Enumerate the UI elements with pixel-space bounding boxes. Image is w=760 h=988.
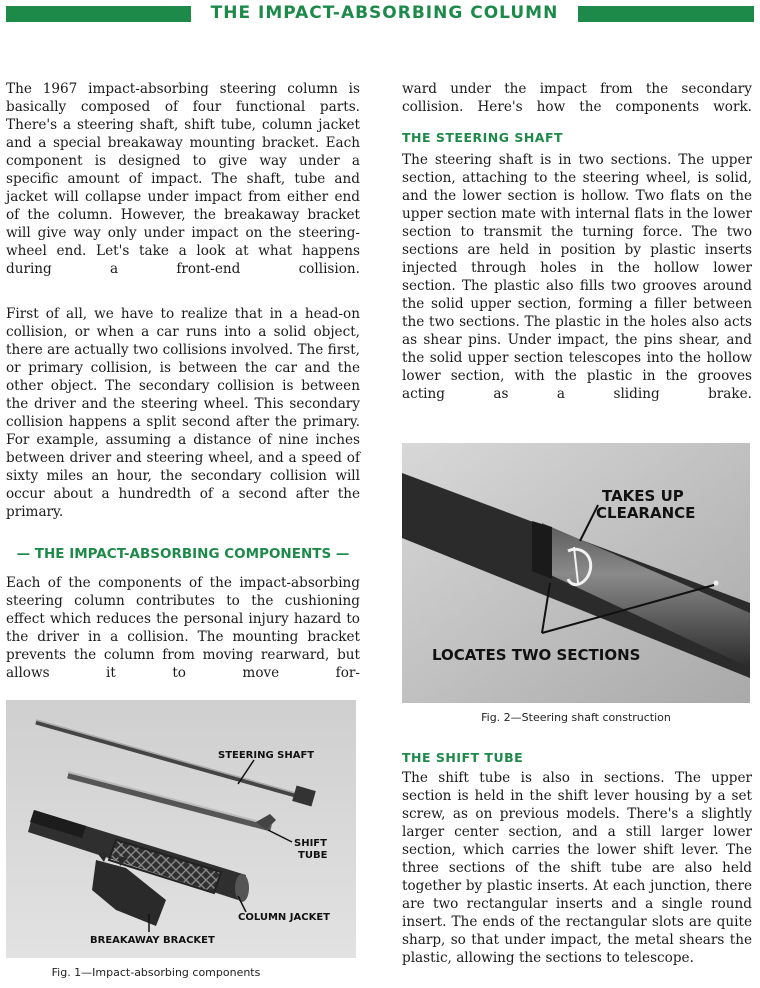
shift-tube-paragraph: The shift tube is also in sections. The upper section is held in the shift lever housing by a set screw, as on previous models. There's a slightly larger center section, and a still larger lower section, which carries the lower shift lever. The three sections of the shift tube are also held together by plastic inserts. At each junction, there are two rectangular inserts and a single round insert. The ends of the rectangular slots are quite sharp, so that under impact, the metal shears the plastic, allowing the sections to telescope. [402, 770, 752, 966]
components-paragraph: Each of the components of the impact-absorbing steering column contributes to the cushioning effect which reduces the personal injury hazard to the driver in a collision. The mounting bracket prevents the column from moving rearward, but allows it to move for- [6, 575, 360, 681]
shift-tube-heading: THE SHIFT TUBE [402, 750, 524, 765]
page-title: THE IMPACT-ABSORBING COLUMN [210, 3, 559, 23]
fig2-illustration [402, 443, 750, 703]
label-takes-up: TAKES UP [602, 487, 684, 505]
continued-paragraph: ward under the impact from the secondary collision. Here's how the components work. [402, 81, 752, 115]
header-band-left [6, 6, 191, 22]
header-band-right [578, 6, 754, 22]
label-breakaway-bracket: BREAKAWAY BRACKET [90, 935, 215, 946]
label-column-jacket: COLUMN JACKET [238, 912, 330, 923]
intro-paragraph: The 1967 impact-absorbing steering column is basically composed of four functional parts. There's a steering shaft, shift tube, column jacket and a special breakaway mounting bracket. Each component is designed to give way under a specific amount of impact. The shaft, tube and jacket will collapse under impact from either end of the column. However, the breakaway bracket will give way only under impact on the steering-wheel end. Let's take a look at what happens during a front-end collision. [6, 81, 360, 277]
label-tube: TUBE [298, 850, 328, 861]
steering-shaft-heading: THE STEERING SHAFT [402, 130, 564, 145]
components-heading: — THE IMPACT-ABSORBING COMPONENTS — [16, 546, 350, 562]
label-steering-shaft: STEERING SHAFT [218, 750, 315, 761]
label-shift: SHIFT [294, 838, 327, 849]
fig1-caption: Fig. 1—Impact-absorbing components [51, 966, 261, 979]
fig1-illustration [6, 700, 356, 958]
heading-dash-right: — [331, 546, 350, 562]
heading-dash-left: — [16, 546, 35, 562]
label-clearance: CLEARANCE [596, 504, 696, 522]
fig2-photo [402, 443, 750, 703]
fig2-caption: Fig. 2—Steering shaft construction [481, 711, 671, 724]
fig1-photo [6, 700, 356, 958]
collision-paragraph: First of all, we have to realize that in a head-on collision, or when a car runs into a solid object, there are actually two collisions involved. The first, or primary collision, is between the car and the other object. The secondary collision is between the driver and the steering wheel. This secondary collision happens a split second after the primary. For example, assuming a distance of nine inches between driver and steering wheel, and a speed of sixty miles an hour, the secondary collision will occur about a hundredth of a second after the primary. [6, 306, 360, 520]
label-locates-two-sections: LOCATES TWO SECTIONS [432, 646, 641, 664]
steering-shaft-paragraph: The steering shaft is in two sections. The upper section, attaching to the steering wheel, is solid, and the lower section is hollow. Two flats on the upper section mate with internal flats in the lower section to transmit the turning force. The two sections are held in position by plastic inserts injected through holes in the hollow lower section. The plastic also fills two grooves around the solid upper section, forming a filler between the two sections. The plastic in the holes also acts as shear pins. Under impact, the pins shear, and the solid upper section telescopes into the hollow lower section, with the plastic in the grooves acting as a sliding brake. [402, 152, 752, 402]
